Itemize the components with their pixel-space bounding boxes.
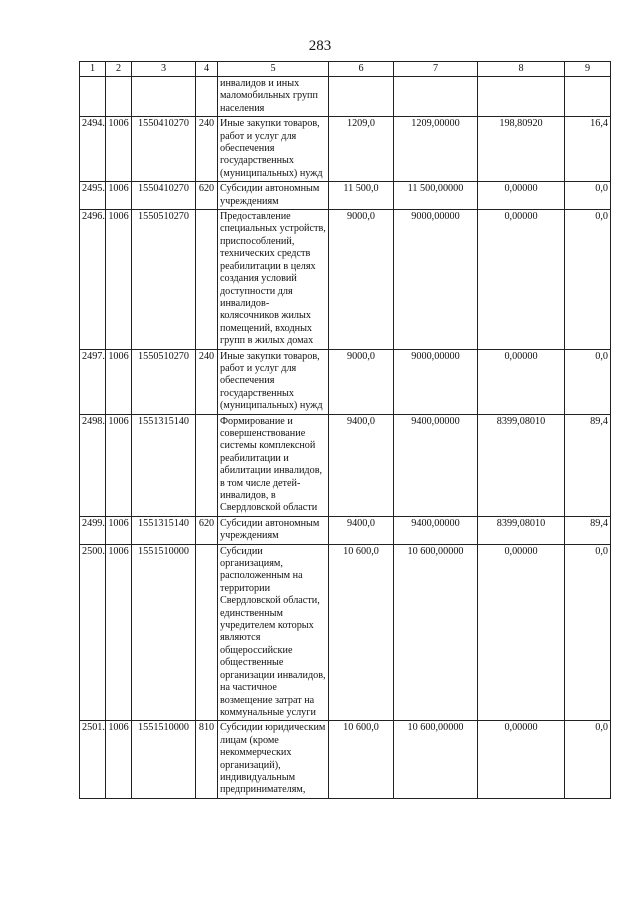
row-number: 2495.	[80, 182, 106, 210]
target-article-code	[132, 77, 196, 117]
approved-amount: 9400,0	[329, 516, 394, 544]
row-name: Субсидии организациям, расположенным на территории Свердловской области, единственным учредителем которых являются общероссийские общественные организации инвалидов, на частичное возмещение затрат на коммунальные услуги	[218, 544, 329, 721]
target-article-code: 1551315140	[132, 414, 196, 516]
column-header: 1	[80, 62, 106, 77]
planned-amount: 9400,00000	[394, 414, 478, 516]
execution-percent: 0,0	[565, 349, 611, 414]
row-name: Формирование и совершенствование системы комплексной реабилитации и абилитации инвалидов, в том числе детей-инвалидов, в Свердловской области	[218, 414, 329, 516]
planned-amount: 9000,00000	[394, 349, 478, 414]
approved-amount: 9000,0	[329, 349, 394, 414]
section-code	[106, 77, 132, 117]
section-code: 1006	[106, 117, 132, 182]
column-header: 8	[478, 62, 565, 77]
executed-amount: 0,00000	[478, 544, 565, 721]
row-number: 2498.	[80, 414, 106, 516]
column-header: 9	[565, 62, 611, 77]
table-row	[80, 721, 611, 798]
approved-amount: 1209,0	[329, 117, 394, 182]
execution-percent: 16,4	[565, 117, 611, 182]
row-number: 2496.	[80, 210, 106, 349]
row-number	[80, 77, 106, 117]
column-header: 2	[106, 62, 132, 77]
section-code: 1006	[106, 414, 132, 516]
expense-type-code: 620	[196, 182, 218, 210]
table-row	[80, 77, 611, 117]
table-row	[80, 210, 611, 349]
approved-amount: 11 500,0	[329, 182, 394, 210]
planned-amount: 11 500,00000	[394, 182, 478, 210]
expense-type-code	[196, 544, 218, 721]
approved-amount	[329, 77, 394, 117]
executed-amount: 0,00000	[478, 721, 565, 798]
row-number: 2500.	[80, 544, 106, 721]
expense-type-code	[196, 77, 218, 117]
approved-amount: 10 600,0	[329, 544, 394, 721]
planned-amount: 9000,00000	[394, 210, 478, 349]
execution-percent: 89,4	[565, 516, 611, 544]
table-row	[80, 182, 611, 210]
executed-amount: 0,00000	[478, 182, 565, 210]
execution-percent: 0,0	[565, 182, 611, 210]
expense-type-code: 810	[196, 721, 218, 798]
target-article-code: 1550510270	[132, 349, 196, 414]
planned-amount: 10 600,00000	[394, 721, 478, 798]
table-row	[80, 117, 611, 182]
execution-percent	[565, 77, 611, 117]
section-code: 1006	[106, 544, 132, 721]
section-code: 1006	[106, 721, 132, 798]
column-number-row	[80, 62, 611, 77]
row-name: Субсидии автономным учреждениям	[218, 516, 329, 544]
target-article-code: 1551315140	[132, 516, 196, 544]
executed-amount: 198,80920	[478, 117, 565, 182]
column-header: 5	[218, 62, 329, 77]
budget-table	[79, 61, 611, 799]
section-code: 1006	[106, 210, 132, 349]
column-header: 7	[394, 62, 478, 77]
planned-amount	[394, 77, 478, 117]
planned-amount: 1209,00000	[394, 117, 478, 182]
table-row	[80, 349, 611, 414]
row-name: Предоставление специальных устройств, приспособлений, технических средств реабилитации в целях создания условий доступности для инвалидов-колясочников жилых помещений, входных групп в жилых домах	[218, 210, 329, 349]
expense-type-code	[196, 210, 218, 349]
executed-amount	[478, 77, 565, 117]
row-number: 2497.	[80, 349, 106, 414]
row-number: 2494.	[80, 117, 106, 182]
row-name: инвалидов и иных маломобильных групп населения	[218, 77, 329, 117]
executed-amount: 0,00000	[478, 349, 565, 414]
target-article-code: 1550510270	[132, 210, 196, 349]
execution-percent: 0,0	[565, 544, 611, 721]
approved-amount: 9400,0	[329, 414, 394, 516]
approved-amount: 9000,0	[329, 210, 394, 349]
executed-amount: 0,00000	[478, 210, 565, 349]
table-row	[80, 544, 611, 721]
target-article-code: 1551510000	[132, 544, 196, 721]
row-number: 2499.	[80, 516, 106, 544]
approved-amount: 10 600,0	[329, 721, 394, 798]
column-header: 3	[132, 62, 196, 77]
expense-type-code: 240	[196, 117, 218, 182]
execution-percent: 89,4	[565, 414, 611, 516]
target-article-code: 1551510000	[132, 721, 196, 798]
planned-amount: 10 600,00000	[394, 544, 478, 721]
expense-type-code: 240	[196, 349, 218, 414]
section-code: 1006	[106, 349, 132, 414]
table-row	[80, 516, 611, 544]
section-code: 1006	[106, 182, 132, 210]
execution-percent: 0,0	[565, 210, 611, 349]
column-header: 4	[196, 62, 218, 77]
expense-type-code: 620	[196, 516, 218, 544]
section-code: 1006	[106, 516, 132, 544]
page-number: 283	[308, 38, 332, 54]
target-article-code: 1550410270	[132, 182, 196, 210]
row-name: Иные закупки товаров, работ и услуг для обеспечения государственных (муниципальных) нужд	[218, 117, 329, 182]
table-row	[80, 414, 611, 516]
target-article-code: 1550410270	[132, 117, 196, 182]
executed-amount: 8399,08010	[478, 414, 565, 516]
expense-type-code	[196, 414, 218, 516]
executed-amount: 8399,08010	[478, 516, 565, 544]
row-name: Субсидии автономным учреждениям	[218, 182, 329, 210]
row-number: 2501.	[80, 721, 106, 798]
column-header: 6	[329, 62, 394, 77]
planned-amount: 9400,00000	[394, 516, 478, 544]
row-name: Субсидии юридическим лицам (кроме некоммерческих организаций), индивидуальным предпринимателям,	[218, 721, 329, 798]
execution-percent: 0,0	[565, 721, 611, 798]
row-name: Иные закупки товаров, работ и услуг для обеспечения государственных (муниципальных) нужд	[218, 349, 329, 414]
